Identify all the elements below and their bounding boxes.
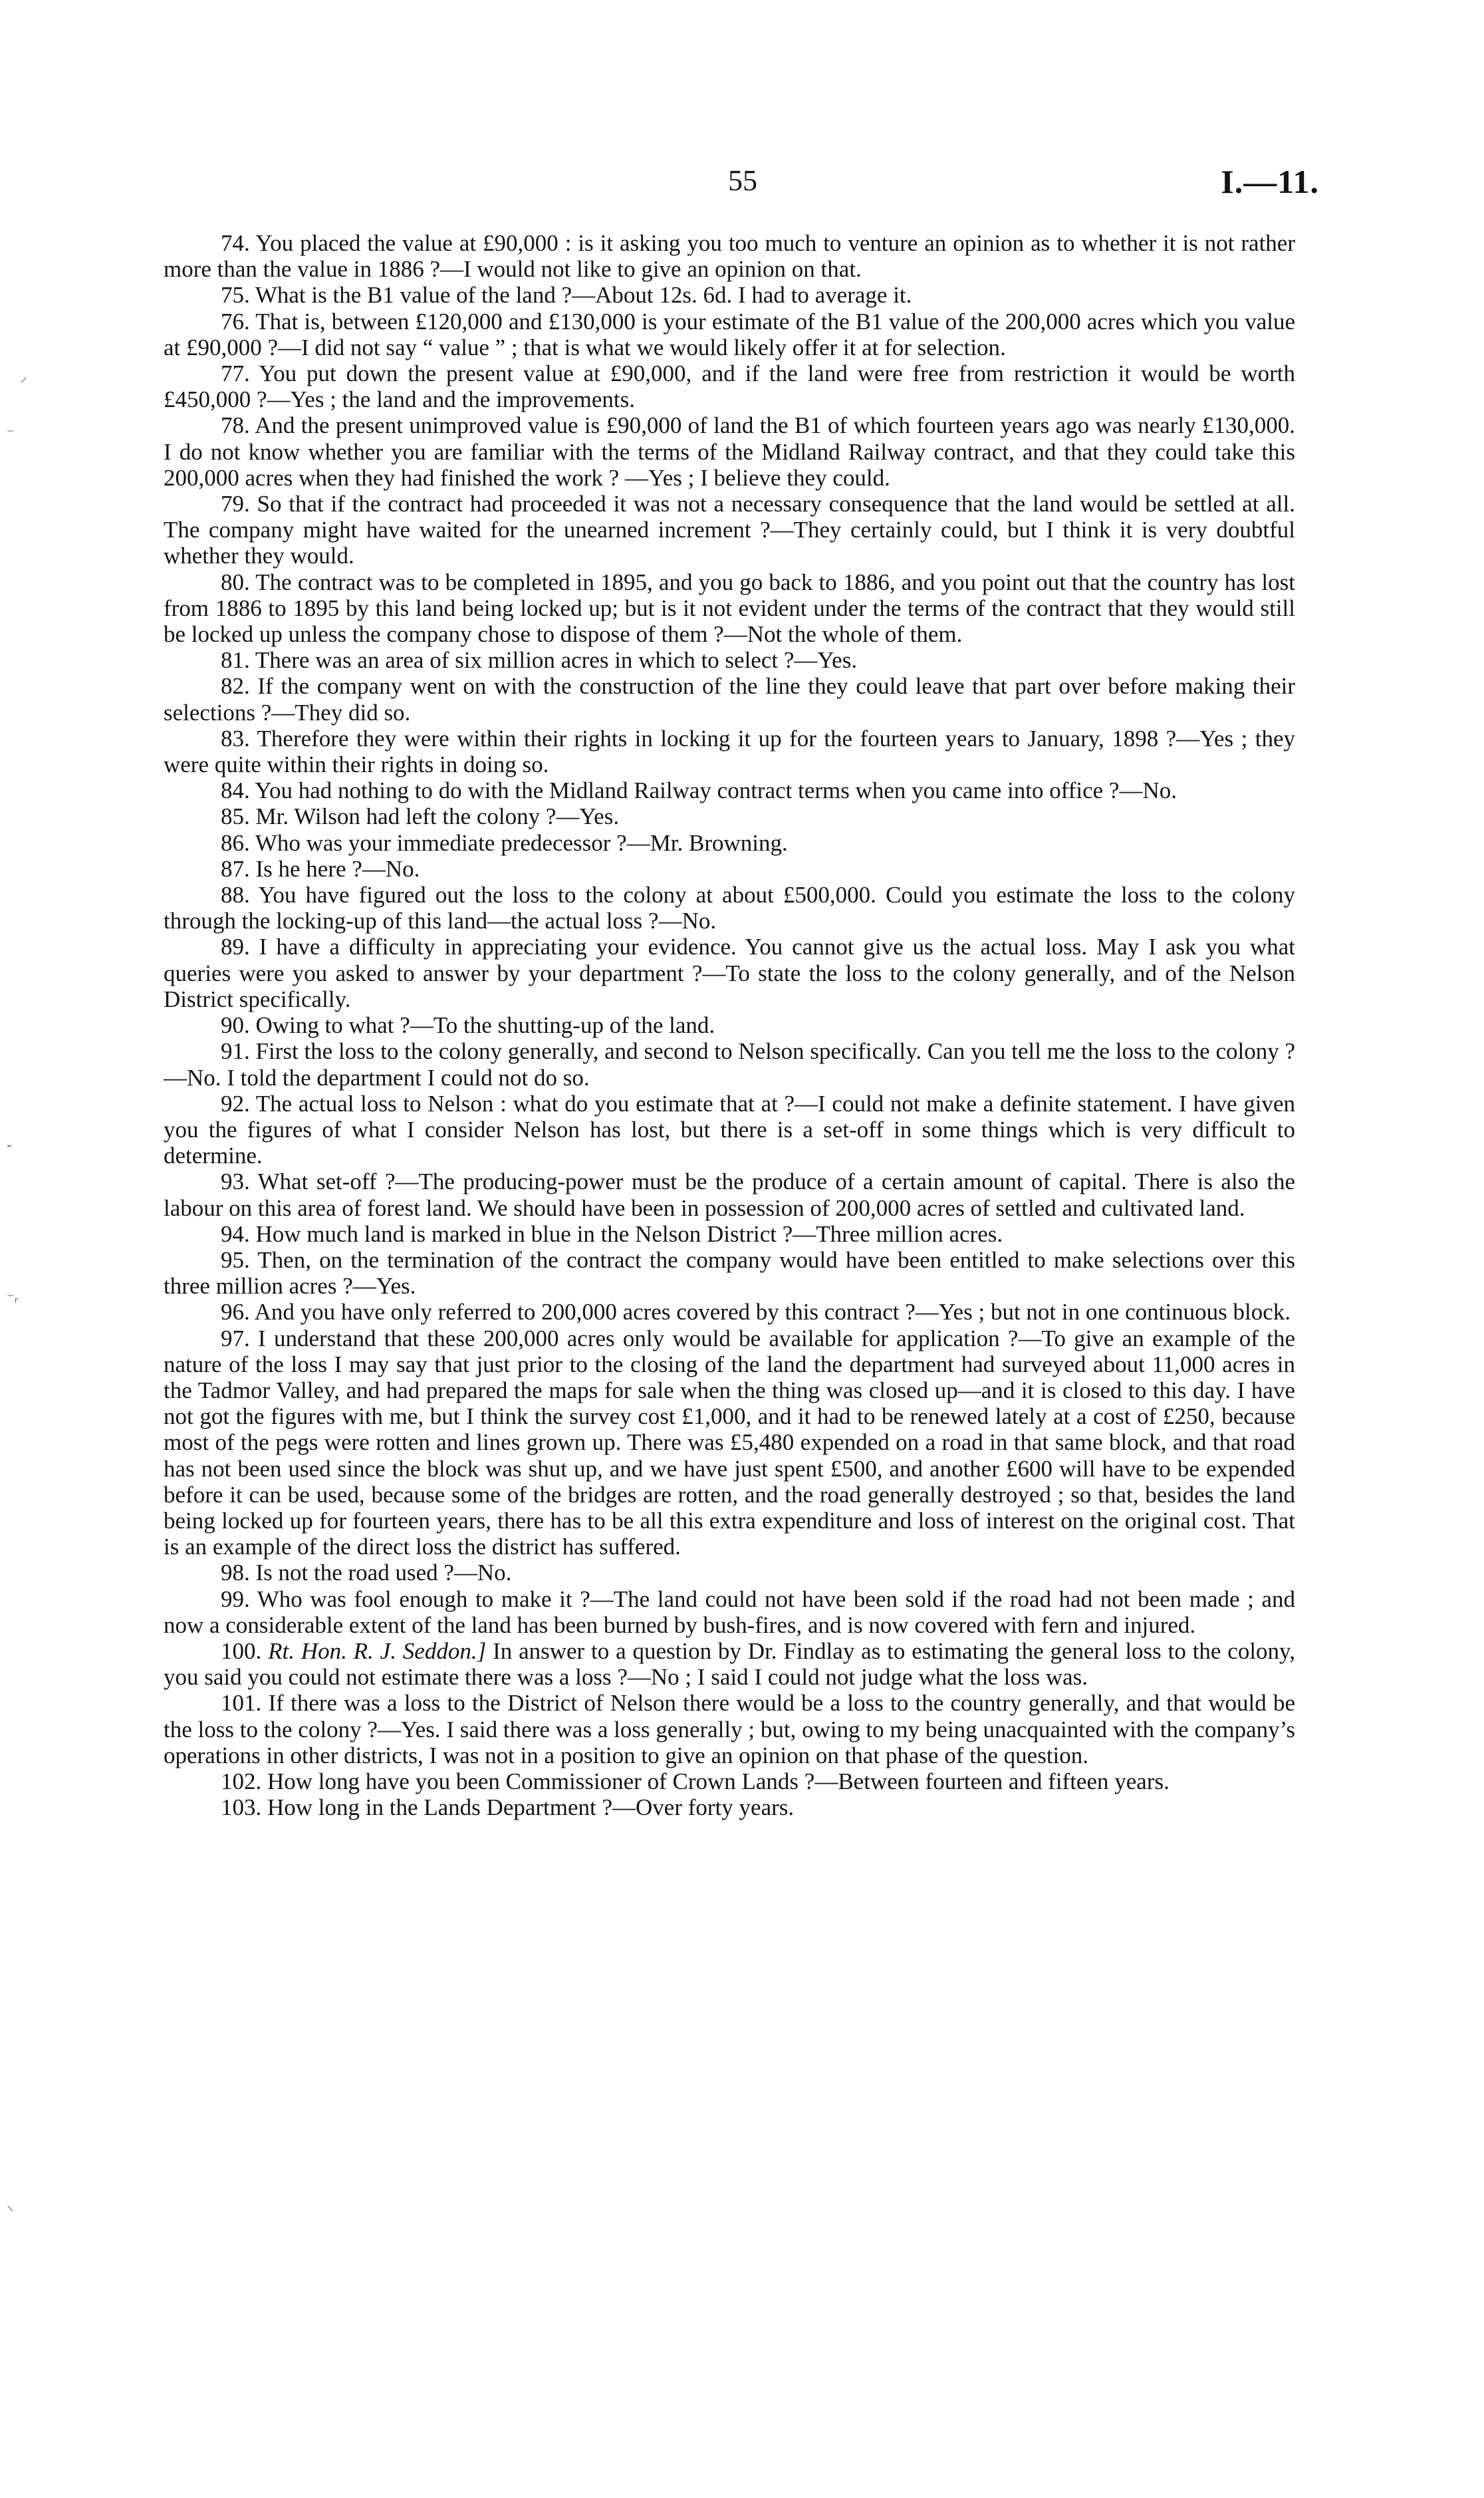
margin-tick-mark: ⸜ bbox=[7, 2197, 15, 2214]
testimony-paragraph: 83. Therefore they were within their rights in locking it up for the fourteen years to January, 1898 ?—Yes ; they were quite within their rights in doing so. bbox=[164, 725, 1295, 778]
testimony-paragraph: 76. That is, between £120,000 and £130,000 is your estimate of the B1 value of the 200,000 acres which you value at £90,000 ?—I did not say “ value ” ; that is what we would likely offer it at for selection. bbox=[164, 308, 1295, 360]
testimony-paragraph: 86. Who was your immediate predecessor ?—Mr. Browning. bbox=[221, 829, 788, 856]
testimony-paragraph: 96. And you have only referred to 200,000 acres covered by this contract ?—Yes ; but not in one continuous block. bbox=[221, 1299, 1291, 1325]
testimony-paragraph: 102. How long have you been Commissioner of Crown Lands ?—Between fourteen and fifteen years. bbox=[221, 1768, 1170, 1794]
paragraph-text: In answer to a question by Dr. Findlay as to estimating the general loss to the colony, you said you could not estimate there was a loss ?—No ; I said I could not judge what the loss was. bbox=[164, 1637, 1296, 1691]
margin-tick-mark: ‐ bbox=[7, 1137, 12, 1154]
testimony-paragraph: 74. You placed the value at £90,000 : is it asking you too much to venture an opinion as to whether it is not rather more than the value in 1886 ?—I would not like to give an opinion on that. bbox=[164, 230, 1295, 283]
testimony-paragraph: 97. I understand that these 200,000 acres only would be available for application ?—To give an example of the nature of the loss I may say that just prior to the closing of the land the department had surveyed about 11,000 acres in the Tadmor Valley, and had prepared the maps for sale when the thing was closed up—and it is closed to this day. I have not got the figures with me, but I think the survey cost £1,000, and it had to be renewed lately at a cost of £250, because most of the pegs were rotten and lines grown up. There was £5,480 expended on a road in that same block, and that road has not been used since the block was shut up, and we have just spent £500, and another £600 will have to be expended before it can be used, because some of the bridges are rotten, and the road generally destroyed ; so that, besides the land being locked up for fourteen years, there has to be all this extra expenditure and loss of interest on the original cost. That is an example of the direct loss the district has suffered. bbox=[164, 1325, 1295, 1560]
testimony-paragraph: 81. There was an area of six million acres in which to select ?—Yes. bbox=[221, 647, 858, 674]
testimony-paragraph: 91. First the loss to the colony generally, and second to Nelson specifically. Can you tell me the loss to the colony ?—No. I told the department I could not do so. bbox=[164, 1038, 1295, 1091]
testimony-paragraph: 89. I have a difficulty in appreciating your evidence. You cannot give us the actual loss. May I ask you what queries were you asked to answer by your department ?—To state the loss to the colony generally, and of the Nelson District specifically. bbox=[164, 934, 1295, 1012]
testimony-paragraph: 80. The contract was to be completed in 1895, and you go back to 1886, and you point out that the country has lost from 1886 to 1895 by this land being locked up; but is it not evident under the terms of the contract that they would still be locked up unless the company chose to dispose of them ?—Not the whole of them. bbox=[164, 569, 1295, 648]
testimony-paragraph: 93. What set-off ?—The producing-power must be the produce of a certain amount of capital. There is also the labour on this area of forest land. We should have been in possession of 200,000 acres of settled and cultivated land. bbox=[164, 1169, 1295, 1221]
testimony-paragraph: 82. If the company went on with the construction of the line they could leave that part over before making their selections ?—They did so. bbox=[164, 673, 1295, 726]
testimony-paragraph: 101. If there was a loss to the District of Nelson there would be a loss to the country generally, and that would be the loss to the colony ?—Yes. I said there was a loss generally ; but, owing to my being unacquainted with the company’s operations in other districts, I was not in a position to give an opinion on that phase of the question. bbox=[164, 1690, 1295, 1768]
margin-tick-mark: ⸍ bbox=[20, 375, 28, 392]
margin-tick-mark: ⁻ bbox=[7, 426, 15, 442]
testimony-paragraph: 98. Is not the road used ?—No. bbox=[221, 1560, 512, 1586]
testimony-paragraph: 95. Then, on the termination of the contract the company would have been entitled to make selections over this three million acres ?—Yes. bbox=[164, 1246, 1295, 1300]
testimony-paragraph: 99. Who was fool enough to make it ?—The land could not have been sold if the road had not been made ; and now a considerable extent of the land has been burned by bush-fires, and is now covered with fern and injured. bbox=[164, 1586, 1295, 1638]
testimony-paragraph: 88. You have figured out the loss to the colony at about £500,000. Could you estimate the loss to the colony through the locking-up of this land—the actual loss ?—No. bbox=[164, 882, 1295, 934]
testimony-paragraph: 90. Owing to what ?—To the shutting-up of the land. bbox=[221, 1012, 715, 1039]
testimony-paragraph: 94. How much land is marked in blue in the Nelson District ?—Three million acres. bbox=[221, 1220, 1003, 1247]
testimony-body bbox=[164, 230, 1295, 1820]
testimony-paragraph: 78. And the present unimproved value is £90,000 of land the B1 of which fourteen years ago was nearly £130,000. I do not know whether you are familiar with the terms of the Midland Railway contract, and that they could take this 200,000 acres when they had finished the work ? —Yes ; I believe they could. bbox=[164, 412, 1295, 491]
testimony-paragraph: 77. You put down the present value at £90,000, and if the land were free from restriction it would be worth £450,000 ?—Yes ; the land and the improvements. bbox=[164, 360, 1295, 413]
question-number: 100. bbox=[221, 1637, 262, 1664]
testimony-paragraph: 103. How long in the Lands Department ?—Over forty years. bbox=[221, 1794, 795, 1821]
testimony-paragraph: 92. The actual loss to Nelson : what do you estimate that at ?—I could not make a definite statement. I have given you the figures of what I consider Nelson has lost, but there is a set-off in some things which is very difficult to determine. bbox=[164, 1090, 1295, 1169]
testimony-paragraph: 85. Mr. Wilson had left the colony ?—Yes. bbox=[221, 803, 620, 830]
testimony-paragraph: 79. So that if the contract had proceeded it was not a necessary consequence that the land would be settled at all. The company might have waited for the unearned increment ?—They certainly could, but I think it is very doubtful whether they would. bbox=[164, 491, 1295, 569]
testimony-paragraph: 87. Is he here ?—No. bbox=[221, 855, 420, 882]
document-reference: I.—11. bbox=[1221, 163, 1319, 200]
margin-tick-mark: ⁻ᵣ bbox=[7, 1290, 19, 1307]
testimony-paragraph: 84. You had nothing to do with the Midland Railway contract terms when you came into office ?—No. bbox=[221, 777, 1177, 804]
speaker-name: Rt. Hon. R. J. Seddon.] bbox=[268, 1637, 487, 1664]
testimony-paragraph bbox=[164, 1638, 1295, 1690]
page-number: 55 bbox=[728, 164, 757, 197]
testimony-paragraph: 75. What is the B1 value of the land ?—About 12s. 6d. I had to average it. bbox=[221, 282, 912, 309]
